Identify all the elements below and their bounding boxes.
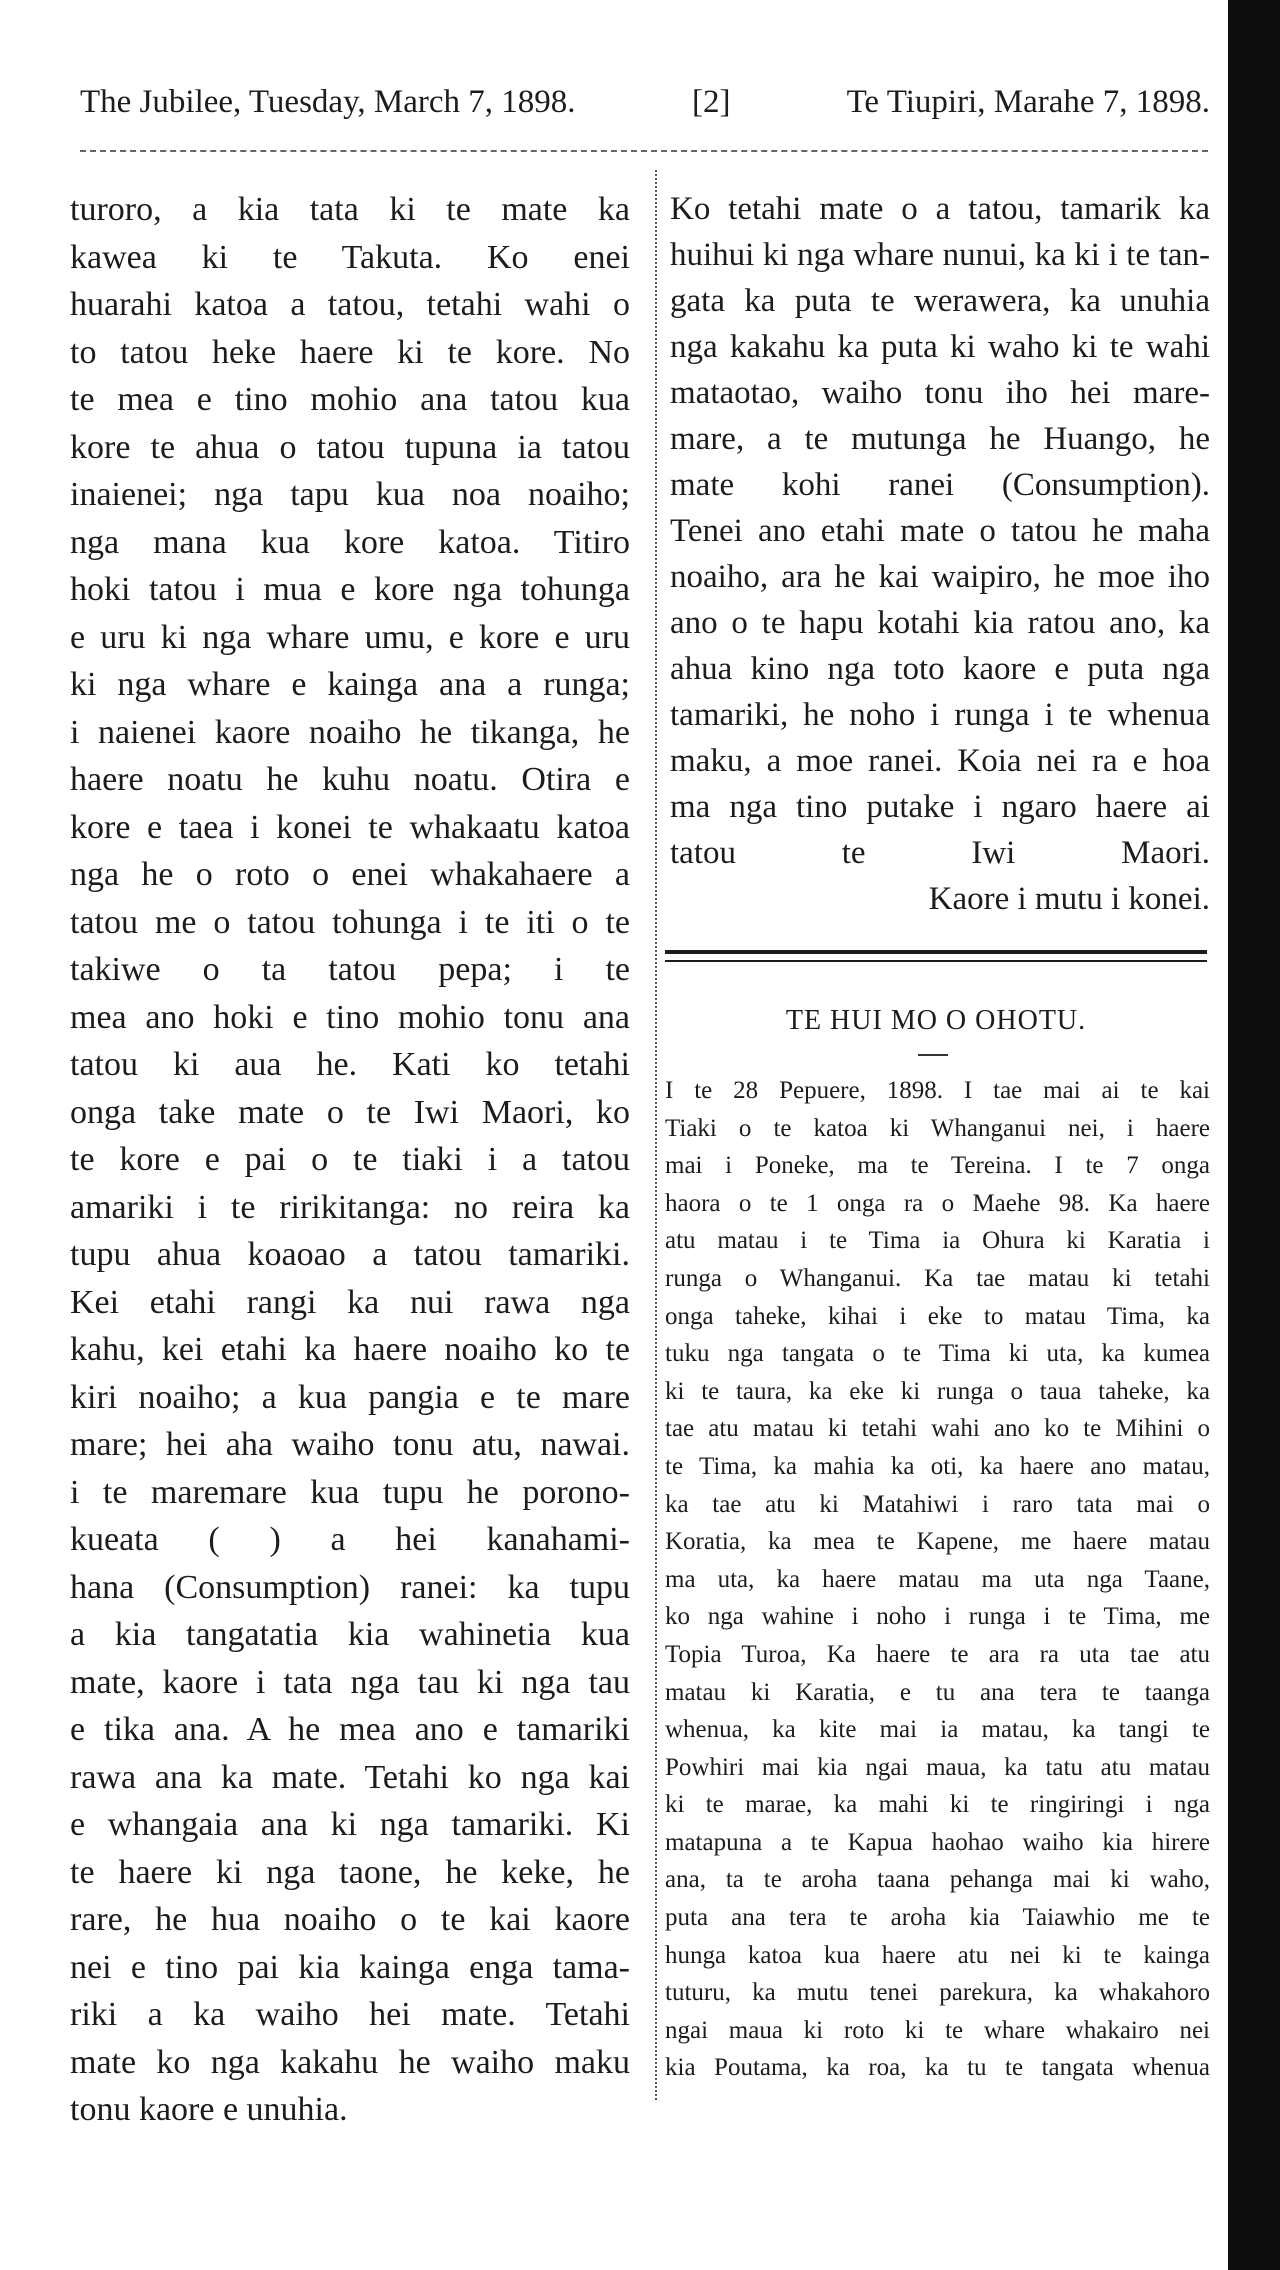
text-line: a kia tangatatia kia wahinetia kua xyxy=(70,1616,630,1653)
text-line: Kei etahi rangi ka nui rawa nga xyxy=(70,1283,630,1321)
text-line: I te 28 Pepuere, 1898. I tae mai ai te kai xyxy=(665,1077,1210,1104)
text-line: maku, a moe ranei. Koia nei ra e hoa xyxy=(670,743,1210,779)
text-line: tae atu matau ki tetahi wahi ano ko te Mihini o xyxy=(665,1415,1210,1443)
header-english-title: The Jubilee, Tuesday, March 7, 1898. xyxy=(80,84,576,120)
text-line: kawea ki te Takuta. Ko enei xyxy=(70,238,630,276)
text-line: tuku nga tangata o te Tima ki uta, ka kumea xyxy=(665,1340,1210,1368)
text-line: huarahi katoa a tatou, tetahi wahi o xyxy=(70,286,630,323)
article-closing-note: Kaore i mutu i konei. xyxy=(928,881,1210,917)
text-line: tonu kaore e unuhia. xyxy=(70,2091,348,2128)
text-line: hunga katoa kua haere atu nei ki te kainga xyxy=(665,1941,1210,1969)
text-line: ki te taura, ka eke ki runga o taua taheke, ka xyxy=(665,1377,1210,1405)
text-line: tatou me o tatou tohunga i te iti o te xyxy=(70,903,630,941)
text-line: tatou te Iwi Maori. xyxy=(670,835,1210,871)
text-line: te kore e pai o te tiaki i a tatou xyxy=(70,1141,630,1178)
text-line: to tatou heke haere ki te kore. No xyxy=(70,333,630,371)
text-line: turoro, a kia tata ki te mate ka xyxy=(70,191,630,228)
text-line: noaiho, ara he kai waipiro, he moe iho xyxy=(670,559,1210,595)
text-line: rare, he hua noaiho o te kai kaore xyxy=(70,1901,630,1938)
text-line: Topia Turoa, Ka haere te ara ra uta tae atu xyxy=(665,1640,1210,1668)
text-line: inaienei; nga tapu kua noa noaiho; xyxy=(70,476,630,513)
text-line: ma uta, ka haere matau ma uta nga Taane, xyxy=(665,1565,1210,1593)
text-line: hana (Consumption) ranei: ka tupu xyxy=(70,1568,630,1606)
header-maori-title: Te Tiupiri, Marahe 7, 1898. xyxy=(846,84,1210,120)
text-line: matau ki Karatia, e tu ana tera te taanga xyxy=(665,1678,1210,1706)
text-line: ma nga tino putake i ngaro haere ai xyxy=(670,789,1210,825)
text-line: huihui ki nga whare nunui, ka ki i te tan- xyxy=(670,237,1210,273)
page-number: [2] xyxy=(692,84,731,120)
right-column-article xyxy=(670,186,1210,922)
text-line: mate, kaore i tata nga tau ki nga tau xyxy=(70,1663,630,1701)
text-line: Powhiri mai kia ngai maua, ka tatu atu matau xyxy=(665,1753,1210,1781)
text-line: kia Poutama, ka roa, ka tu te tangata whenua xyxy=(665,2054,1210,2082)
text-line: onga take mate o te Iwi Maori, ko xyxy=(70,1093,630,1131)
text-line: nga he o roto o enei whakahaere a xyxy=(70,856,630,893)
text-line: hoki tatou i mua e kore nga tohunga xyxy=(70,571,630,608)
text-line: ki te marae, ka mahi ki te ringiringi i nga xyxy=(665,1791,1210,1819)
text-line: ahua kino nga toto kaore e puta nga xyxy=(670,651,1210,687)
text-line: kore te ahua o tatou tupuna ia tatou xyxy=(70,428,630,466)
text-line: te Tima, ka mahia ka oti, ka haere ano matau, xyxy=(665,1452,1210,1480)
text-line: mare, a te mutunga he Huango, he xyxy=(670,421,1210,457)
text-line: haora o te 1 onga ra o Maehe 98. Ka haere xyxy=(665,1189,1210,1217)
text-line: Tiaki o te katoa ki Whanganui nei, i haere xyxy=(665,1114,1210,1142)
right-column-report xyxy=(665,1072,1210,2087)
text-line: takiwe o ta tatou pepa; i te xyxy=(70,951,630,988)
text-line: te mea e tino mohio ana tatou kua xyxy=(70,381,630,418)
text-line: ngai maua ki roto ki te whare whakairo nei xyxy=(665,2016,1210,2044)
text-line: atu matau i te Tima ia Ohura ki Karatia i xyxy=(665,1227,1210,1255)
text-line: amariki i te ririkitanga: no reira ka xyxy=(70,1188,630,1226)
text-line: Ko tetahi mate o a tatou, tamarik ka xyxy=(670,191,1210,227)
column-divider xyxy=(655,170,657,2100)
text-line: onga taheke, kihai i eke to matau Tima, ka xyxy=(665,1302,1210,1330)
text-line: mate kohi ranei (Consumption). xyxy=(670,467,1210,503)
text-line: i te maremare kua tupu he porono- xyxy=(70,1473,630,1511)
title-underline xyxy=(918,1054,948,1056)
text-line: tuturu, ka mutu tenei parekura, ka whakahoro xyxy=(665,1979,1210,2007)
text-line: rawa ana ka mate. Tetahi ko nga kai xyxy=(70,1758,630,1796)
text-line: i naienei kaore noaiho he tikanga, he xyxy=(70,713,630,751)
text-line: nei e tino pai kia kainga enga tama- xyxy=(70,1948,630,1986)
text-line: mare; hei aha waiho tonu atu, nawai. xyxy=(70,1426,630,1463)
text-line: puta ana tera te aroha kia Taiawhio me te xyxy=(665,1904,1210,1932)
text-line: kahu, kei etahi ka haere noaiho ko te xyxy=(70,1331,630,1368)
section-title: TE HUI MO O OHOTU. xyxy=(785,1005,1087,1036)
text-line: kore e taea i konei te whakaatu katoa xyxy=(70,808,630,846)
text-line: kiri noaiho; a kua pangia e te mare xyxy=(70,1378,630,1416)
text-line: riki a ka waiho hei mate. Tetahi xyxy=(70,1996,630,2033)
text-line: ko nga wahine i noho i runga i te Tima, me xyxy=(665,1603,1210,1631)
text-line: mataotao, waiho tonu iho hei mare- xyxy=(670,375,1210,411)
text-line: ka tae atu ki Matahiwi i raro tata mai o xyxy=(665,1490,1210,1518)
text-line: Tenei ano etahi mate o tatou he maha xyxy=(670,513,1210,549)
text-line: mai i Poneke, ma te Tereina. I te 7 onga xyxy=(665,1152,1210,1180)
text-line: e uru ki nga whare umu, e kore e uru xyxy=(70,618,630,656)
text-line: mate ko nga kakahu he waiho maku xyxy=(70,2043,630,2081)
text-line: matapuna a te Kapua haohao waiho kia hirere xyxy=(665,1828,1210,1856)
text-line: ki nga whare e kainga ana a runga; xyxy=(70,666,630,703)
text-line: tatou ki aua he. Kati ko tetahi xyxy=(70,1046,630,1083)
text-line: nga mana kua kore katoa. Titiro xyxy=(70,523,630,561)
text-line: nga kakahu ka puta ki waho ki te wahi xyxy=(670,329,1210,365)
text-line: whenua, ka kite mai ia matau, ka tangi te xyxy=(665,1716,1210,1744)
left-column xyxy=(70,186,630,2134)
text-line: te haere ki nga taone, he keke, he xyxy=(70,1853,630,1891)
text-line: tupu ahua koaoao a tatou tamariki. xyxy=(70,1236,630,1273)
text-line: e tika ana. A he mea ano e tamariki xyxy=(70,1711,630,1748)
scan-edge xyxy=(1228,0,1280,2270)
page-header xyxy=(80,82,1210,122)
text-line: kueata ( ) a hei kanahami- xyxy=(70,1521,630,1558)
header-rule xyxy=(80,150,1208,152)
text-line: ano o te hapu kotahi kia ratou ano, ka xyxy=(670,605,1210,641)
text-line: ana, ta te aroha taana pehanga mai ki waho, xyxy=(665,1866,1210,1894)
text-line: tamariki, he noho i runga i te whenua xyxy=(670,697,1210,733)
text-line: mea ano hoki e tino mohio tonu ana xyxy=(70,998,630,1036)
section-rule xyxy=(665,950,1207,962)
text-line: Koratia, ka mea te Kapene, me haere matau xyxy=(665,1528,1210,1556)
text-line: e whangaia ana ki nga tamariki. Ki xyxy=(70,1806,630,1843)
text-line: gata ka puta te werawera, ka unuhia xyxy=(670,283,1210,319)
text-line: runga o Whanganui. Ka tae matau ki tetahi xyxy=(665,1264,1210,1292)
text-line: haere noatu he kuhu noatu. Otira e xyxy=(70,761,630,798)
